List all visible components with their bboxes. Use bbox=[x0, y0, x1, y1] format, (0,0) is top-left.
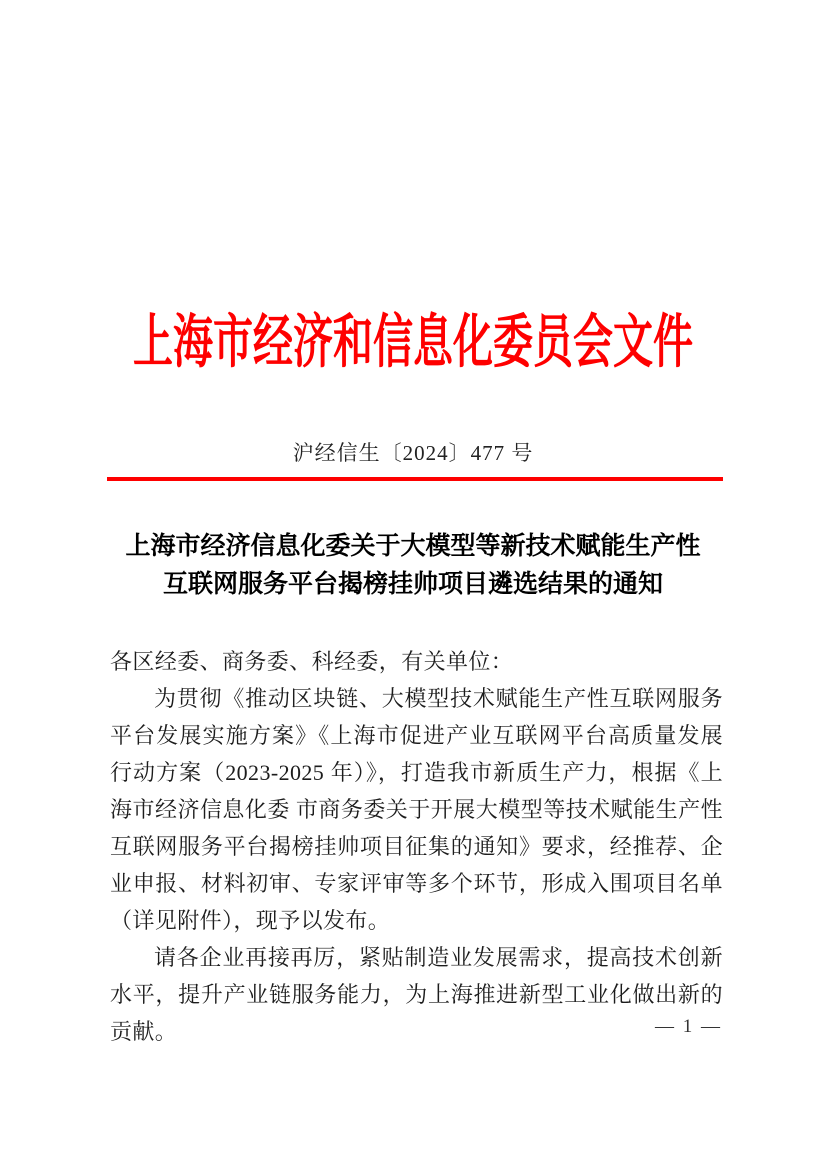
document-body bbox=[110, 643, 723, 1050]
body-paragraph: 请各企业再接再厉，紧贴制造业发展需求，提高技术创新水平，提升产业链服务能力，为上海推进新型工业化做出新的贡献。 bbox=[110, 945, 723, 1044]
salutation: 各区经委、商务委、科经委，有关单位： bbox=[110, 649, 514, 674]
page-number: — 1 — bbox=[655, 1016, 722, 1037]
agency-banner: 上海市经济和信息化委员会文件 bbox=[133, 309, 693, 375]
notice-title-line2: 互联网服务平台揭榜挂帅项目遴选结果的通知 bbox=[162, 571, 663, 598]
body-paragraph: 为贯彻《推动区块链、大模型技术赋能生产性互联网服务平台发展实施方案》《上海市促进产业互联网平台高质量发展行动方案（2023-2025 年）》，打造我市新质生产力，根据《上海市经济信息化委 市商务委关于开展大模型等技术赋能生产性互联网服务平台揭榜挂帅项目征集的通知》要求，经推荐、企业申报、材料初审、专家评审等多个环节，形成入围项目名单（详见附件），现予以发布。 bbox=[110, 686, 723, 933]
red-divider-line bbox=[107, 477, 723, 481]
notice-title-line1: 上海市经济信息化委关于大模型等新技术赋能生产性 bbox=[125, 533, 701, 560]
notice-title bbox=[40, 528, 786, 604]
document-number: 沪经信生〔2024〕477 号 bbox=[292, 441, 534, 465]
